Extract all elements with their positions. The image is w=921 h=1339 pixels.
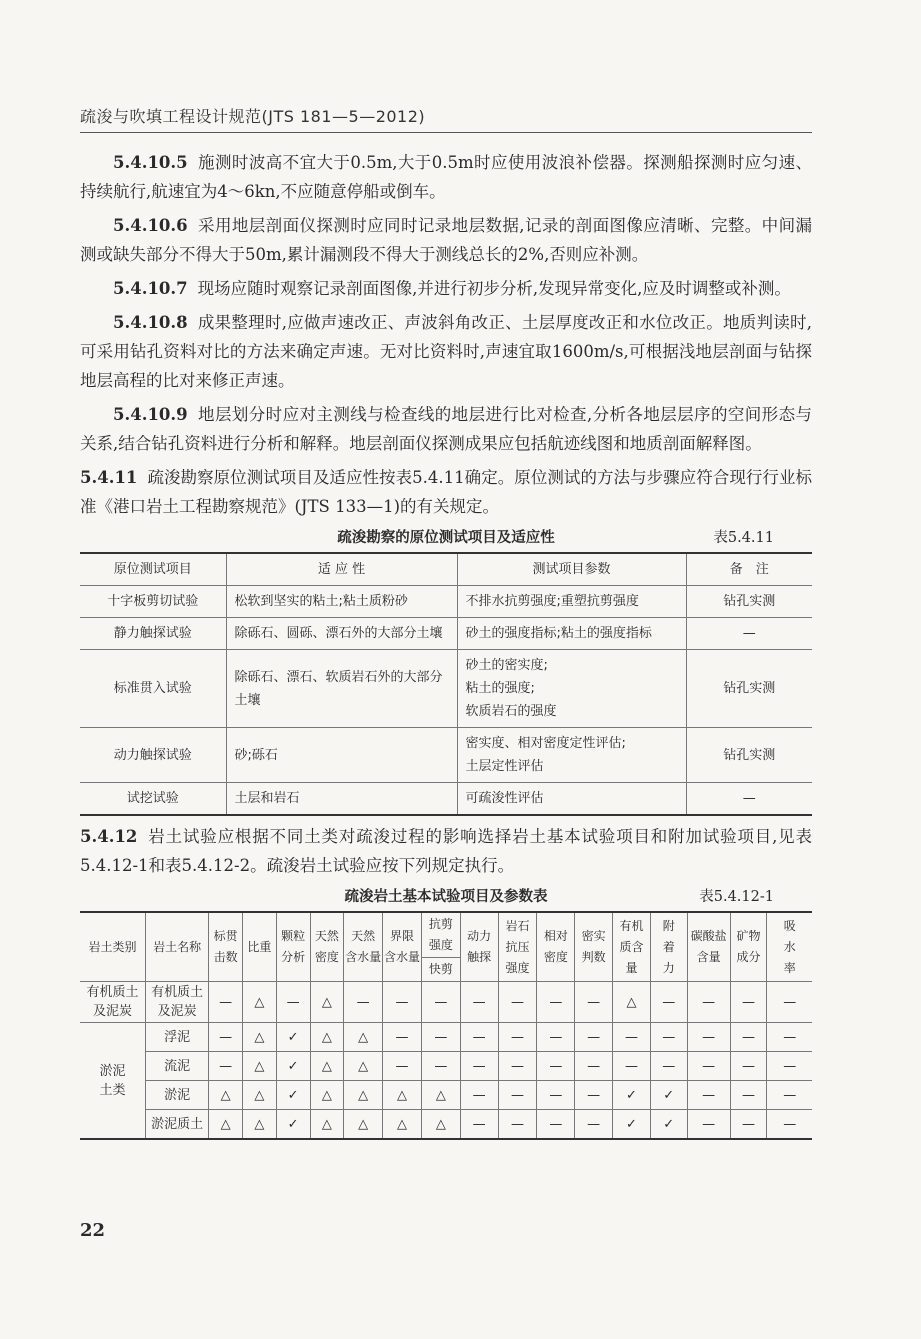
running-header: 疏浚与吹填工程设计规范(JTS 181—5—2012) [80,107,426,126]
table-cell: 可疏浚性评估 [457,783,686,816]
test-mark-cell: ✓ [276,1052,310,1081]
column-header: 相对 密度 [537,912,575,982]
test-mark-cell: △ [421,1081,460,1110]
column-header: 原位测试项目 [80,553,226,586]
test-mark-cell: — [650,1052,687,1081]
column-header: 颗粒 分析 [276,912,310,982]
test-mark-cell: — [383,982,422,1023]
table-cell: 标准贯入试验 [80,650,226,728]
test-mark-cell: — [730,1110,767,1140]
test-mark-cell: — [460,1081,498,1110]
test-mark-cell: — [383,1023,422,1052]
column-header: 天然 含水量 [344,912,383,982]
test-mark-cell: — [276,982,310,1023]
table-cell: 静力触探试验 [80,618,226,650]
category-cell: 淤泥 土类 [80,1023,145,1140]
table-cell: 钻孔实测 [686,728,812,783]
column-header: 比重 [243,912,277,982]
clause-number: 5.4.11 [80,468,138,487]
test-mark-cell: — [687,1081,730,1110]
table-cell: 除砾石、圆砾、漂石外的大部分土壤 [226,618,457,650]
test-mark-cell: — [730,1052,767,1081]
table-row [80,1052,812,1081]
clause-number: 5.4.12 [80,827,138,846]
test-mark-cell: △ [243,1110,277,1140]
test-mark-cell: — [209,1023,243,1052]
test-mark-cell: — [575,982,613,1023]
test-mark-cell: — [537,982,575,1023]
test-mark-cell: — [383,1052,422,1081]
column-header: 备 注 [686,553,812,586]
column-header: 天然 密度 [310,912,344,982]
soil-name-cell: 有机质土 及泥炭 [145,982,208,1023]
clause-5-4-10-5 [80,148,812,206]
test-mark-cell: △ [310,1110,344,1140]
table-row [80,982,812,1023]
clause-5-4-10-6 [80,211,812,269]
soil-name-cell: 浮泥 [145,1023,208,1052]
table-cell: 松软到坚实的粘土;粘土质粉砂 [226,586,457,618]
test-mark-cell: — [537,1110,575,1140]
table-cell: 不排水抗剪强度;重塑抗剪强度 [457,586,686,618]
table-cell: 动力触探试验 [80,728,226,783]
test-mark-cell: — [537,1081,575,1110]
table-cell: 土层和岩石 [226,783,457,816]
test-mark-cell: △ [243,1023,277,1052]
test-mark-cell: — [537,1052,575,1081]
test-mark-cell: △ [344,1081,383,1110]
table-row [80,618,812,650]
column-header: 标贯 击数 [209,912,243,982]
table1-caption [80,526,812,550]
test-mark-cell: — [498,1023,537,1052]
column-header: 岩土类别 [80,912,145,982]
test-mark-cell: △ [310,1052,344,1081]
clause-text: 采用地层剖面仪探测时应同时记录地层数据,记录的剖面图像应清晰、完整。中间漏测或缺失部分不得大于50m,累计漏测段不得大于测线总长的2%,否则应补测。 [80,216,812,264]
test-mark-cell: — [687,1110,730,1140]
column-header: 有机 质含 量 [613,912,651,982]
test-mark-cell: — [498,1110,537,1140]
table1-number: 表5.4.11 [713,530,774,546]
test-mark-cell: — [767,982,812,1023]
clause-text: 地层划分时应对主测线与检查线的地层进行比对检查,分析各地层层序的空间形态与关系,结合钻孔资料进行分析和解释。地层剖面仪探测成果应包括航迹线图和地质剖面解释图。 [80,405,812,453]
table-cell: 砂;砾石 [226,728,457,783]
table-row [80,1023,812,1052]
test-mark-cell: — [730,1081,767,1110]
test-mark-cell: — [650,1023,687,1052]
table-row [80,1110,812,1140]
test-mark-cell: ✓ [276,1023,310,1052]
table2-caption [80,885,812,909]
soil-name-cell: 流泥 [145,1052,208,1081]
test-mark-cell: ✓ [276,1081,310,1110]
test-mark-cell: △ [310,1081,344,1110]
column-header: 附 着 力 [650,912,687,982]
clause-5-4-12 [80,822,812,880]
column-header: 碳酸盐 含量 [687,912,730,982]
test-mark-cell: — [209,1052,243,1081]
table-header-row [80,912,812,958]
test-mark-cell: — [498,1052,537,1081]
table-cell: 除砾石、漂石、软质岩石外的大部分土壤 [226,650,457,728]
clause-5-4-11 [80,463,812,521]
table-cell: — [686,783,812,816]
clause-5-4-10-9 [80,400,812,458]
test-mark-cell: — [460,1110,498,1140]
table-header-row [80,553,812,586]
column-header: 密实 判数 [575,912,613,982]
test-mark-cell: — [575,1023,613,1052]
test-mark-cell: — [209,982,243,1023]
table1-title: 疏浚勘察的原位测试项目及适应性 [337,530,555,546]
clause-number: 5.4.10.7 [113,279,188,298]
clause-5-4-10-8 [80,308,812,395]
table-cell: 试挖试验 [80,783,226,816]
test-mark-cell: — [344,982,383,1023]
column-header: 抗剪 强度 [421,912,460,958]
table-row [80,1081,812,1110]
test-mark-cell: △ [243,982,277,1023]
test-mark-cell: △ [209,1110,243,1140]
test-mark-cell: △ [243,1081,277,1110]
test-mark-cell: — [730,982,767,1023]
column-subheader: 快剪 [421,958,460,982]
column-header: 动力 触探 [460,912,498,982]
test-mark-cell: — [767,1081,812,1110]
test-mark-cell: — [767,1052,812,1081]
clause-text: 岩土试验应根据不同土类对疏浚过程的影响选择岩土基本试验项目和附加试验项目,见表5.4.12-1和表5.4.12-2。疏浚岩土试验应按下列规定执行。 [80,827,812,875]
table-row [80,783,812,816]
test-mark-cell: — [537,1023,575,1052]
test-mark-cell: — [460,1023,498,1052]
column-header: 岩石 抗压 强度 [498,912,537,982]
test-mark-cell: — [460,1052,498,1081]
table-cell: 砂土的密实度; 粘土的强度; 软质岩石的强度 [457,650,686,728]
test-mark-cell: — [421,1023,460,1052]
test-mark-cell: △ [310,982,344,1023]
table-cell: 砂土的强度指标;粘土的强度指标 [457,618,686,650]
page-content [80,148,812,1140]
test-mark-cell: △ [383,1081,422,1110]
clause-text: 疏浚勘察原位测试项目及适应性按表5.4.11确定。原位测试的方法与步骤应符合现行行业标准《港口岩土工程勘察规范》(JTS 133—1)的有关规定。 [80,468,812,516]
test-mark-cell: — [650,982,687,1023]
table-row [80,728,812,783]
clause-text: 成果整理时,应做声速改正、声波斜角改正、土层厚度改正和水位改正。地质判读时,可采用钻孔资料对比的方法来确定声速。无对比资料时,声速宜取1600m/s,可根据浅地层剖面与钻探地层高程的比对来修正声速。 [80,313,812,390]
column-header: 测试项目参数 [457,553,686,586]
test-mark-cell: — [498,1081,537,1110]
clause-number: 5.4.10.6 [113,216,188,235]
column-header: 适 应 性 [226,553,457,586]
table-row [80,650,812,728]
test-mark-cell: — [687,1052,730,1081]
table2-number: 表5.4.12-1 [699,889,774,905]
clause-text: 现场应随时观察记录剖面图像,并进行初步分析,发现异常变化,应及时调整或补测。 [197,279,791,298]
test-mark-cell: — [575,1110,613,1140]
test-mark-cell: △ [344,1023,383,1052]
test-mark-cell: — [498,982,537,1023]
test-mark-cell: △ [243,1052,277,1081]
test-mark-cell: — [421,982,460,1023]
test-mark-cell: — [687,1023,730,1052]
page-number: 22 [80,1220,106,1241]
test-mark-cell: ✓ [613,1110,651,1140]
table-cell: 钻孔实测 [686,586,812,618]
test-mark-cell: ✓ [650,1110,687,1140]
table-row [80,586,812,618]
test-mark-cell: — [767,1023,812,1052]
table-cell: — [686,618,812,650]
test-mark-cell: ✓ [650,1081,687,1110]
test-mark-cell: △ [344,1110,383,1140]
test-mark-cell: — [575,1081,613,1110]
category-cell: 有机质土 及泥炭 [80,982,145,1023]
test-mark-cell: — [575,1052,613,1081]
test-mark-cell: △ [310,1023,344,1052]
table2-title: 疏浚岩土基本试验项目及参数表 [344,889,548,905]
table-cell: 密实度、相对密度定性评估; 土层定性评估 [457,728,686,783]
clause-number: 5.4.10.9 [113,405,188,424]
test-mark-cell: — [687,982,730,1023]
test-mark-cell: △ [613,982,651,1023]
soil-name-cell: 淤泥质土 [145,1110,208,1140]
test-mark-cell: — [767,1110,812,1140]
test-mark-cell: ✓ [613,1081,651,1110]
clause-5-4-10-7 [80,274,812,303]
test-mark-cell: — [613,1052,651,1081]
column-header: 岩土名称 [145,912,208,982]
test-mark-cell: — [613,1023,651,1052]
table-cell: 十字板剪切试验 [80,586,226,618]
test-mark-cell: ✓ [276,1110,310,1140]
column-header: 界限 含水量 [383,912,422,982]
test-mark-cell: — [730,1023,767,1052]
clause-number: 5.4.10.8 [113,313,188,332]
table-cell: 钻孔实测 [686,650,812,728]
clause-text: 施测时波高不宜大于0.5m,大于0.5m时应使用波浪补偿器。探测船探测时应匀速、持续航行,航速宜为4～6kn,不应随意停船或倒车。 [80,153,812,201]
test-mark-cell: — [460,982,498,1023]
soil-name-cell: 淤泥 [145,1081,208,1110]
column-header: 吸 水 率 [767,912,812,982]
test-mark-cell: △ [383,1110,422,1140]
test-mark-cell: △ [421,1110,460,1140]
in-situ-test-table [80,552,812,816]
test-mark-cell: △ [344,1052,383,1081]
basic-test-table [80,911,812,1140]
clause-number: 5.4.10.5 [113,153,188,172]
column-header: 矿物 成分 [730,912,767,982]
test-mark-cell: — [421,1052,460,1081]
test-mark-cell: △ [209,1081,243,1110]
header-rule [80,132,812,133]
